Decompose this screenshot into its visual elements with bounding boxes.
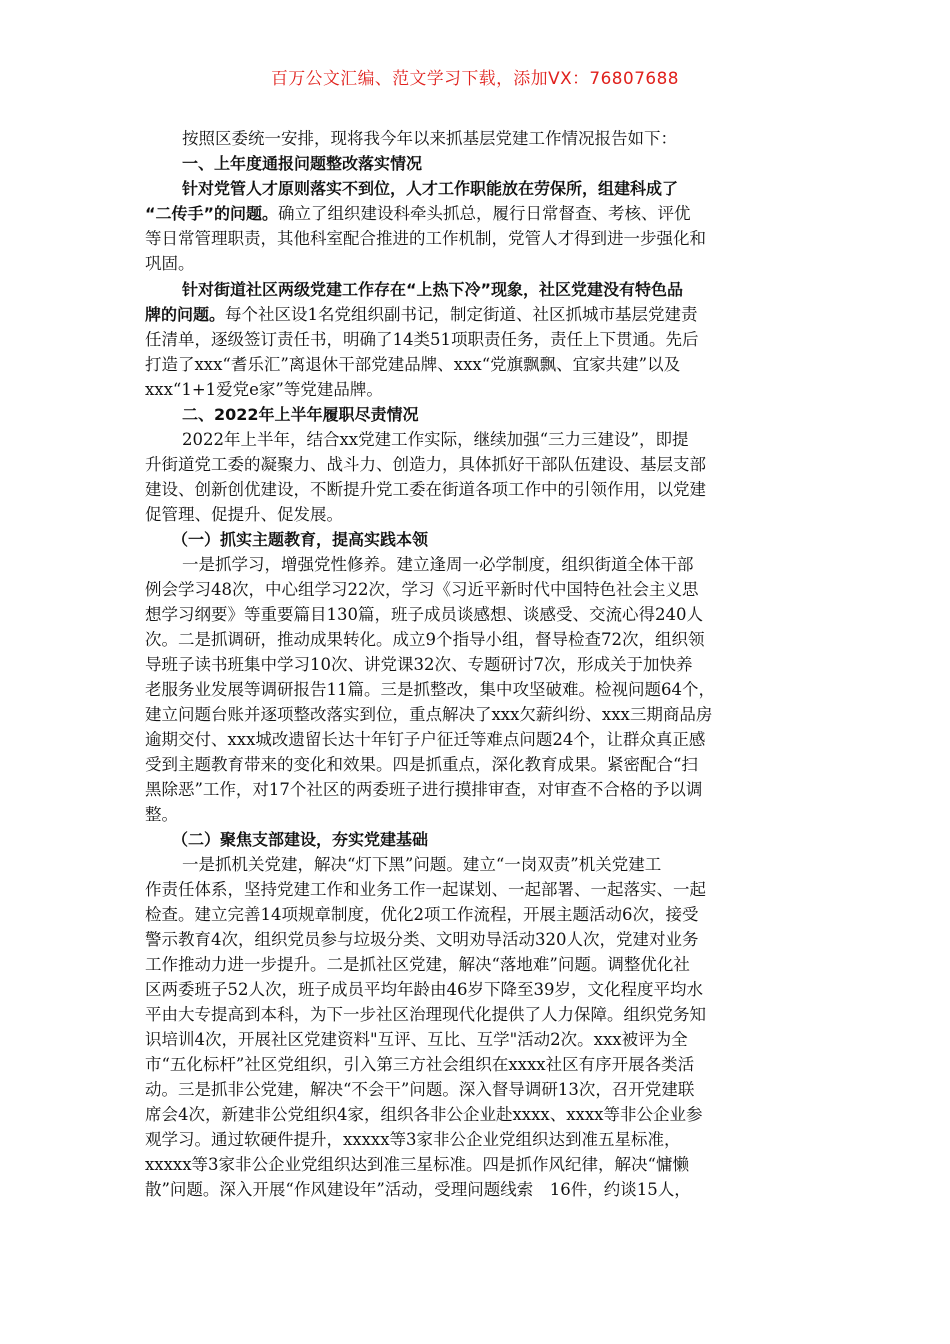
para1-text: 确立了组织建设科牵头抓总，履行日常督查、考核、评优 xyxy=(278,204,691,223)
para3-line-2: 升街道党工委的凝聚力、战斗力、创造力，具体抓好干部队伍建设、基层支部 xyxy=(145,455,706,474)
para4-line-4: 次。二是抓调研，推动成果转化。成立9个指导小组，督导检查72次，组织领 xyxy=(145,630,705,649)
intro-line: 按照区委统一安排，现将我今年以来抓基层党建工作情况报告如下： xyxy=(182,129,677,148)
para4-line-7: 建立问题台账并逐项整改落实到位，重点解决了xxx欠薪纠纷、xxx三期商品房 xyxy=(145,705,713,724)
para4-line-9: 受到主题教育带来的变化和效果。四是抓重点，深化教育成果。紧密配合“扫 xyxy=(145,755,698,774)
para4-line-3: 想学习纲要》等重要篇目130篇，班子成员谈感想、谈感受、交流心得240人 xyxy=(145,605,703,624)
para2-text: 每个社区设1名党组织副书记，制定街道、社区抓城市基层党建责 xyxy=(225,305,698,324)
para5-line-2: 作责任体系，坚持党建工作和业务工作一起谋划、一起部署、一起落实、一起 xyxy=(145,880,706,899)
para3-line-1: 2022年上半年，结合xx党建工作实际，继续加强“三力三建设”，即提 xyxy=(182,430,689,449)
subsection-heading-1: （一）抓实主题教育，提高实践本领 xyxy=(172,530,429,549)
para4-line-5: 导班子读书班集中学习10次、讲党课32次、专题研讨7次，形成关于加快养 xyxy=(145,655,693,674)
para5-line-7: 平由大专提高到本科，为下一步社区治理现代化提供了人力保障。组织党务知 xyxy=(145,1005,706,1024)
para1-line-1: 针对党管人才原则落实不到位，人才工作职能放在劳保所，组建科成了 xyxy=(182,179,679,198)
para5-line-10: 动。三是抓非公党建，解决“不会干”问题。深入督导调研13次，召开党建联 xyxy=(145,1080,695,1099)
para1-line-2 xyxy=(145,203,691,225)
para5-line-5: 工作推动力进一步提升。二是抓社区党建，解决“落地难”问题。调整优化社 xyxy=(145,955,690,974)
para5-line-12: 观学习。通过软硬件提升，xxxxx等3家非公企业党组织达到准五星标准， xyxy=(145,1130,681,1149)
para4-line-2: 例会学习48次，中心组学习22次，学习《习近平新时代中国特色社会主义思 xyxy=(145,580,699,599)
para4-line-10: 黑除恶”工作，对17个社区的两委班子进行摸排审查，对审查不合格的予以调 xyxy=(145,780,703,799)
para4-line-11: 整。 xyxy=(145,805,178,824)
para1-bold-text: “二传手”的问题。 xyxy=(145,204,279,223)
para5-line-14: 散”问题。深入开展“作风建设年”活动，受理问题线索 16件，约谈15人， xyxy=(145,1180,691,1199)
section-heading-2: 二、2022年上半年履职尽责情况 xyxy=(182,405,419,424)
section-heading-1: 一、上年度通报问题整改落实情况 xyxy=(182,154,423,173)
para5-line-3: 检查。建立完善14项规章制度，优化2项工作流程，开展主题活动6次，接受 xyxy=(145,905,699,924)
para2-bold-text: 牌的问题。 xyxy=(145,305,226,324)
para4-line-8: 逾期交付、xxx城改遗留长达十年钉子户征迁等难点问题24个，让群众真正感 xyxy=(145,730,706,749)
para2-line-1: 针对街道社区两级党建工作存在“上热下冷”现象，社区党建没有特色品 xyxy=(182,280,684,299)
para1-line-4: 巩固。 xyxy=(145,254,195,273)
para5-line-9: 市“五化标杆”社区党组织，引入第三方社会组织在xxxx社区有序开展各类活 xyxy=(145,1055,695,1074)
para4-line-1: 一是抓学习，增强党性修养。建立逢周一必学制度，组织街道全体干部 xyxy=(182,555,694,574)
para5-line-4: 警示教育4次，组织党员参与垃圾分类、文明劝导活动320人次，党建对业务 xyxy=(145,930,699,949)
para5-line-1: 一是抓机关党建，解决“灯下黑”问题。建立“一岗双责”机关党建工 xyxy=(182,855,662,874)
para2-line-4: 打造了xxx“耆乐汇”离退休干部党建品牌、xxx“党旗飘飘、宜家共建”以及 xyxy=(145,355,681,374)
para4-line-6: 老服务业发展等调研报告11篇。三是抓整改，集中攻坚破难。检视问题64个， xyxy=(145,680,715,699)
para1-line-3: 等日常管理职责，其他科室配合推进的工作机制，党管人才得到进一步强化和 xyxy=(145,229,706,248)
subsection-heading-2: （二）聚焦支部建设，夯实党建基础 xyxy=(172,830,429,849)
para2-line-2 xyxy=(145,304,698,326)
para5-line-11: 席会4次，新建非公党组织4家，组织各非公企业赴xxxx、xxxx等非公企业参 xyxy=(145,1105,703,1124)
para2-line-3: 任清单，逐级签订责任书，明确了14类51项职责任务，责任上下贯通。先后 xyxy=(145,330,699,349)
watermark-banner: 百万公文汇编、范文学习下载，添加VX：76807688 xyxy=(271,69,679,89)
para5-line-8: 识培训4次，开展社区党建资料"互评、互比、互学"活动2次。xxx被评为全 xyxy=(145,1030,688,1049)
para3-line-4: 促管理、促提升、促发展。 xyxy=(145,505,343,524)
para3-line-3: 建设、创新创优建设，不断提升党工委在街道各项工作中的引领作用，以党建 xyxy=(145,480,706,499)
para5-line-6: 区两委班子52人次，班子成员平均年龄由46岁下降至39岁，文化程度平均水 xyxy=(145,980,703,999)
para5-line-13: xxxxx等3家非公企业党组织达到准三星标准。四是抓作风纪律，解决“慵懒 xyxy=(145,1155,689,1174)
para2-line-5: xxx“1+1爱党e家”等党建品牌。 xyxy=(145,380,383,399)
